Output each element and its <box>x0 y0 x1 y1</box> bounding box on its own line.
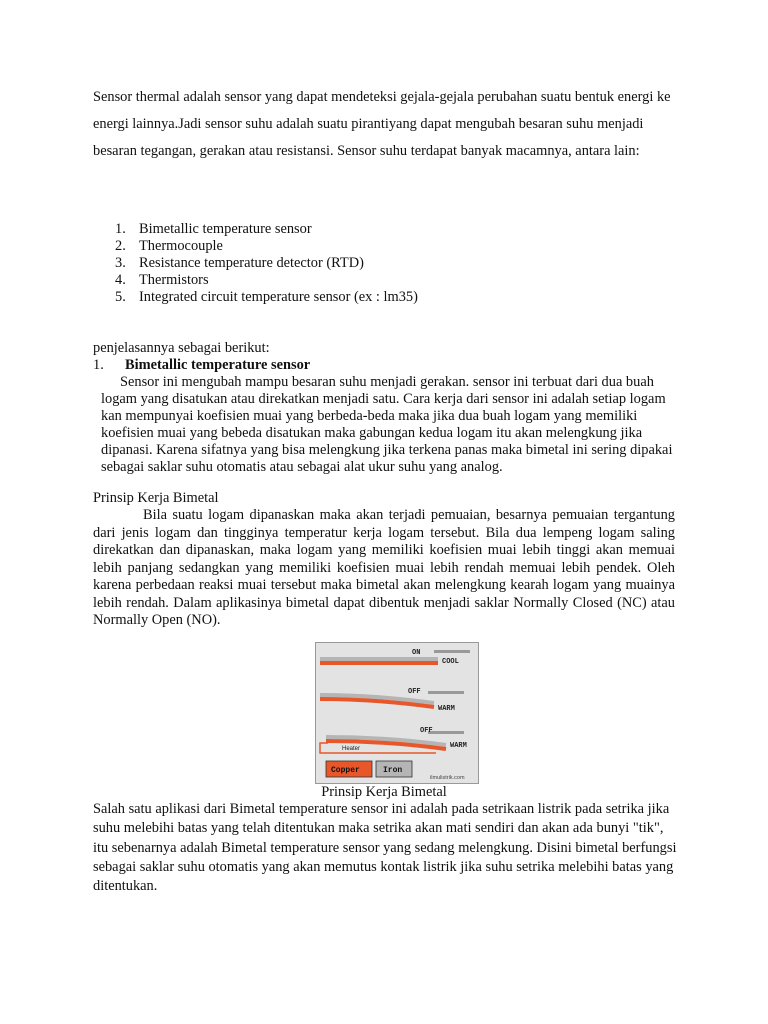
contact-bar-mid <box>428 691 464 694</box>
legend-iron-label: Iron <box>383 766 403 775</box>
section-heading <box>93 357 679 374</box>
section-number: 1. <box>93 357 104 373</box>
list-text: Thermistors <box>139 272 209 288</box>
application-paragraph: Salah satu aplikasi dari Bimetal temperature sensor ini adalah pada setrikaan listrik pada setrika jika suhu melebihi batas yang telah ditentukan maka setrika akan mati sendiri dan akan ada bunyi "tik", itu sebenarnya adalah Bimetal temperature sensor yang sedang melengkung. Disini bimetal berfungsi sebagai saklar suhu otomatis yang akan memutus kontak listrik jika suhu setrika melebihi batas yang ditentukan. <box>93 801 677 895</box>
legend-copper-label: Copper <box>331 766 360 775</box>
list-number: 2. <box>115 238 126 254</box>
list-number: 3. <box>115 255 126 271</box>
intro-paragraph: Sensor thermal adalah sensor yang dapat mendeteksi gejala-gejala perubahan suatu bentuk energi ke energi lainnya.Jadi sensor suhu adalah suatu pirantiyang dapat mengubah besaran suhu menjadi besaran tegangan, gerakan atau resistansi. Sensor suhu terdapat banyak macamnya, antara lain: <box>93 89 671 159</box>
label-warm-2: WARM <box>450 742 467 750</box>
label-heater: Heater <box>342 746 361 752</box>
label-on: ON <box>412 649 421 657</box>
bimetal-strip-copper-1 <box>320 661 438 665</box>
list-item <box>115 255 675 272</box>
prinsip-paragraph: Bila suatu logam dipanaskan maka akan terjadi pemuaian, besarnya pemuaian tergantung dari jenis logam dan tingginya temperatur kerja logam tersebut. Bila dua lempeng logam saling direkatkan dan dipanaskan, maka logam yang memiliki koefisien muai lebih tinggi akan memuai lebih panjang sedangkan yang memiliki koefisien muai lebih rendah memuai lebih pendek. Oleh karena perbedaan reaksi muai tersebut maka bimetal akan melengkung kearah logam yang muainya lebih rendah. Dalam aplikasinya bimetal dapat dibentuk menjadi saklar Normally Closed (NC) atau Normally Open (NO). <box>93 507 675 628</box>
list-number: 1. <box>115 221 126 237</box>
list-text: Resistance temperature detector (RTD) <box>139 255 364 271</box>
list-text: Integrated circuit temperature sensor (ex : lm35) <box>139 289 418 305</box>
figure-watermark: ilmulistrik.com <box>430 775 465 781</box>
sensor-type-list <box>115 221 675 306</box>
list-text: Bimetallic temperature sensor <box>139 221 312 237</box>
list-item <box>115 289 675 306</box>
list-number: 5. <box>115 289 126 305</box>
list-text: Thermocouple <box>139 238 223 254</box>
list-item <box>115 221 675 238</box>
contact-bar-top <box>434 650 470 653</box>
list-item <box>115 272 675 289</box>
figure-caption: Prinsip Kerja Bimetal <box>321 784 447 800</box>
section-title: Bimetallic temperature sensor <box>125 357 311 373</box>
prinsip-title: Prinsip Kerja Bimetal <box>93 490 219 506</box>
sensor-paragraph: Sensor ini mengubah mampu besaran suhu menjadi gerakan. sensor ini terbuat dari dua buah logam yang disatukan atau direkatkan menjadi satu. Cara kerja dari sensor ini adalah setiap logam kan mempunyai koefisien muai yang berbeda-beda maka jika dua buah logam yang memiliki koefisien muai yang bebeda disatukan maka gabungan kedua logam itu akan melengkung jika dipanasi. Karena sifatnya yang bisa melengkung jika terkena panas maka bimetal ini sering dipakai sebagai saklar suhu otomatis atau sebagai alat ukur suhu yang analog. <box>101 374 673 475</box>
label-off-1: OFF <box>408 688 421 696</box>
bimetal-diagram <box>316 643 478 783</box>
contact-bar-bottom <box>428 731 464 734</box>
list-number: 4. <box>115 272 126 288</box>
label-cool: COOL <box>442 658 459 666</box>
label-warm-1: WARM <box>438 705 455 713</box>
list-item <box>115 238 675 255</box>
bimetal-figure <box>315 642 479 784</box>
bimetal-strip-iron-1 <box>320 657 438 661</box>
label-off-2: OFF <box>420 727 433 735</box>
lead-text: penjelasannya sebagai berikut: <box>93 340 270 356</box>
